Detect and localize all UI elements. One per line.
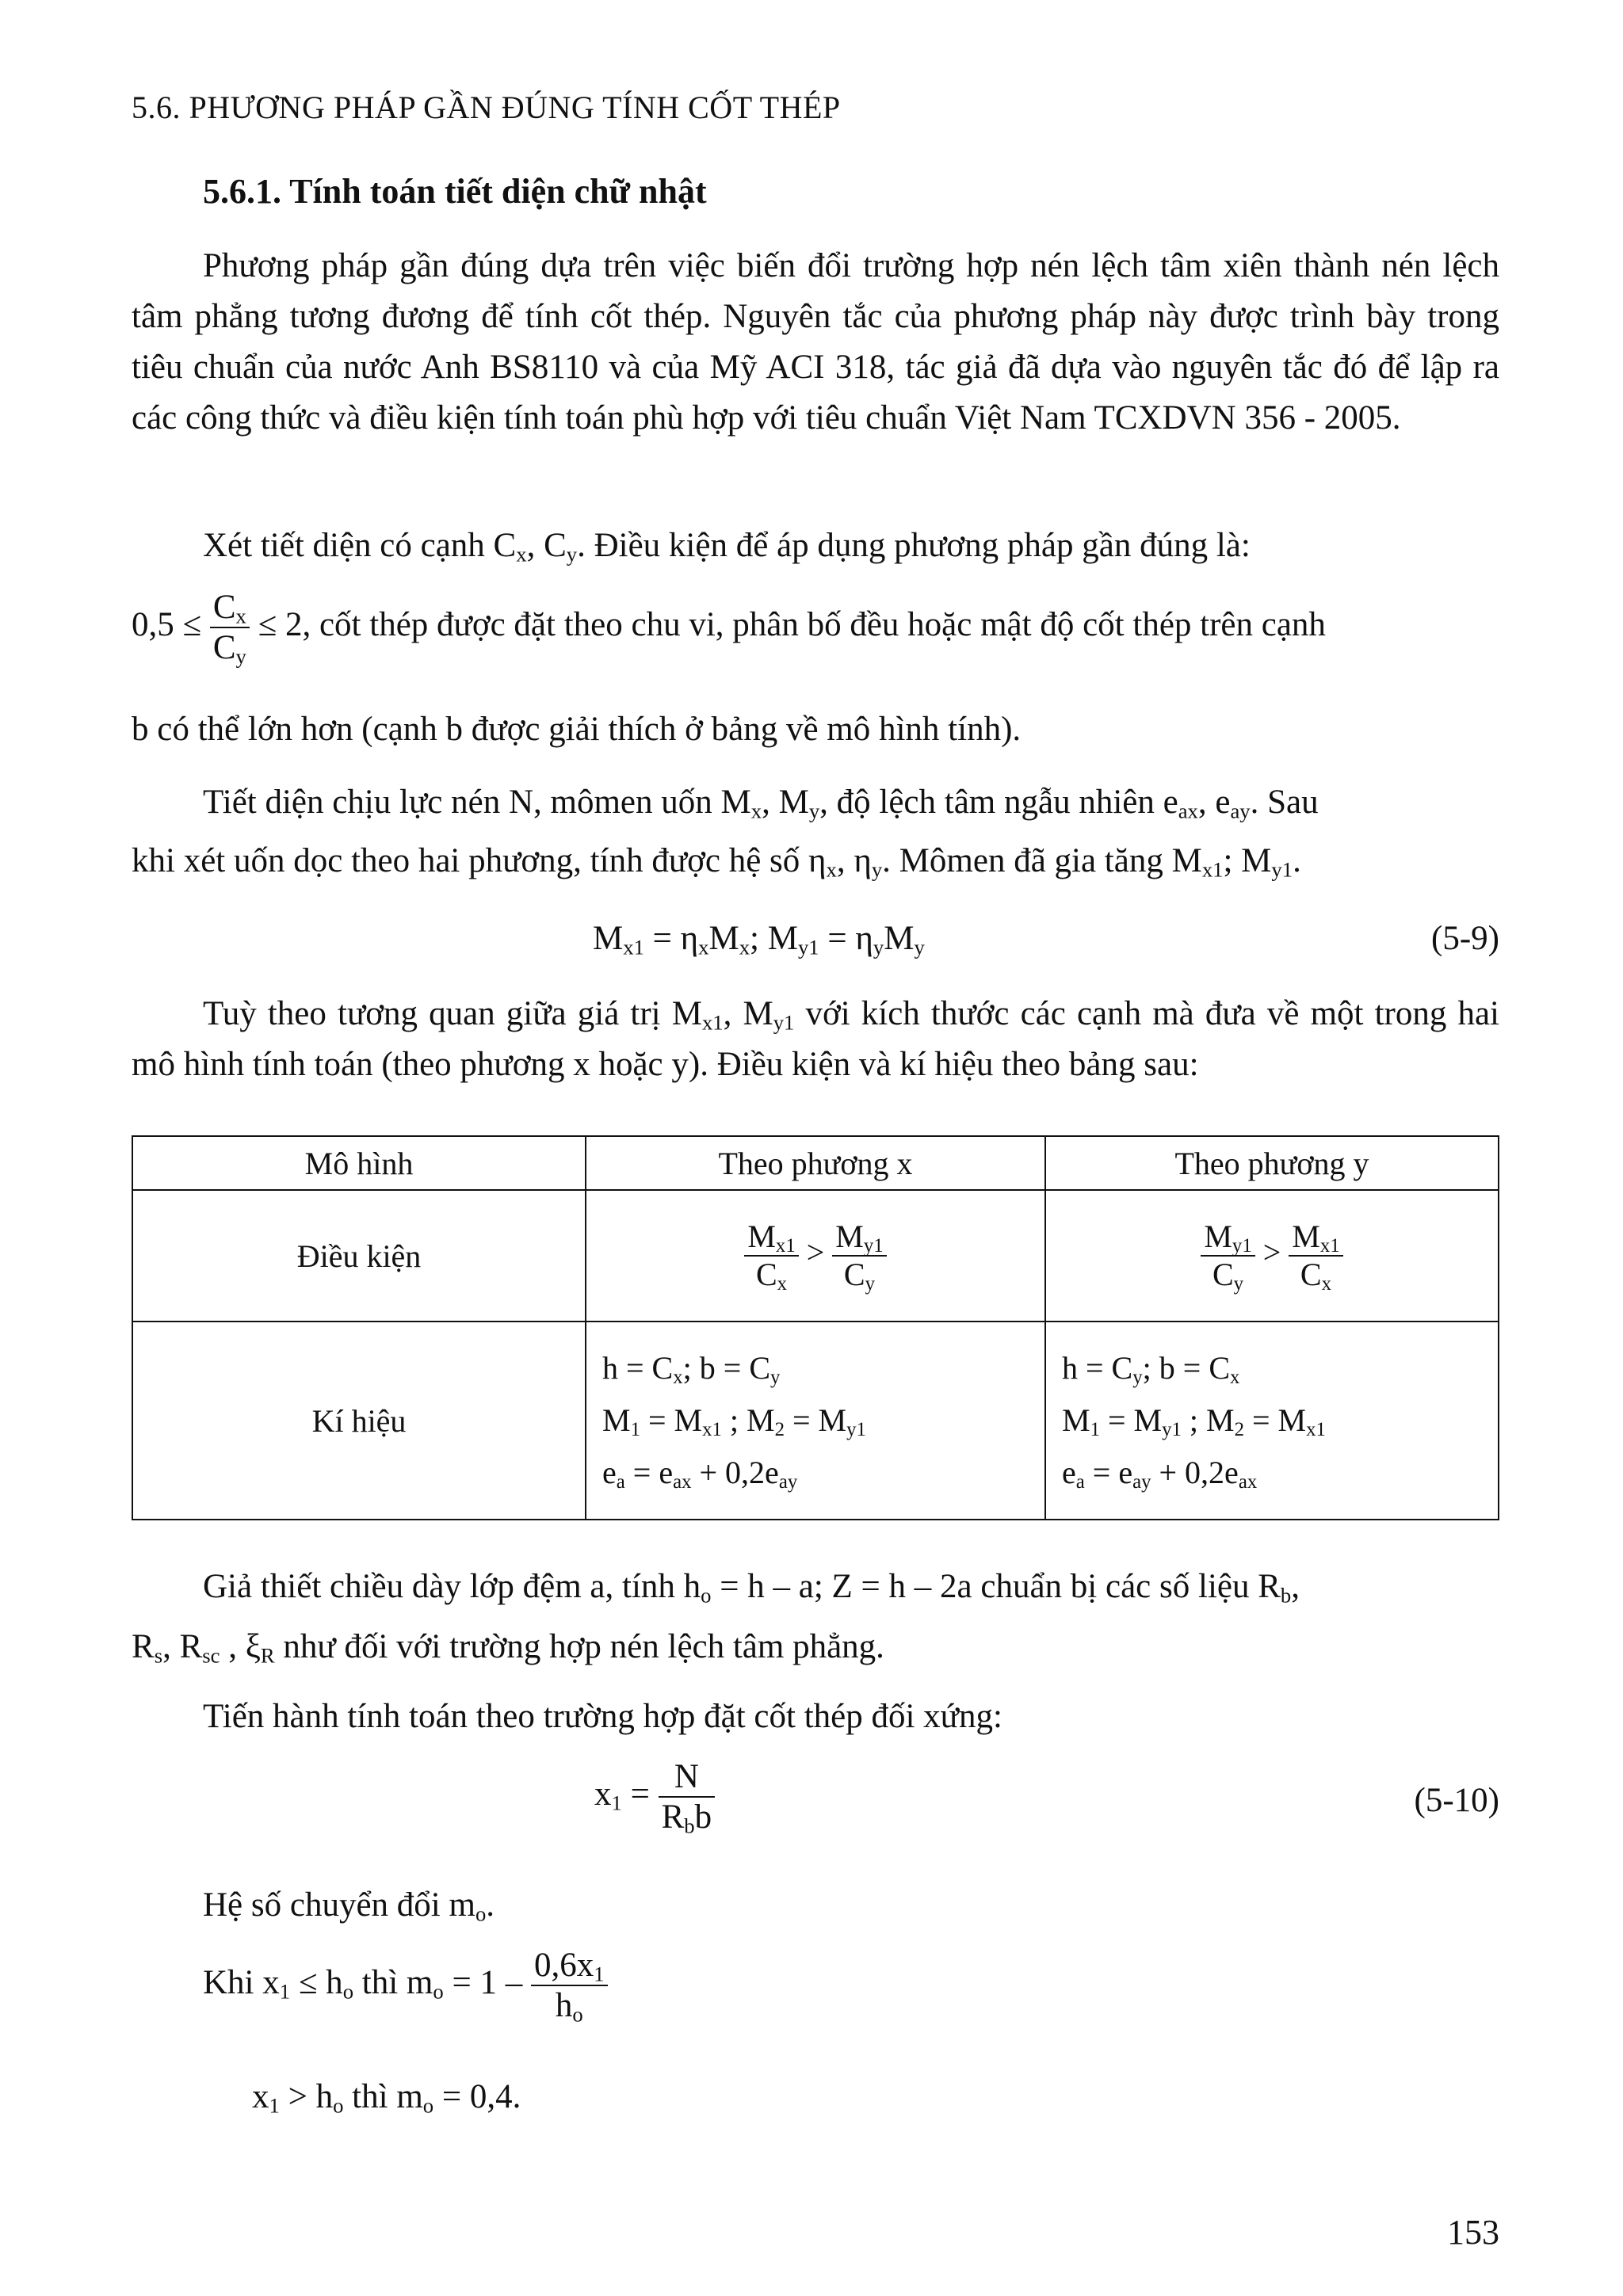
ratio-cx-cy: $\frac{C_x}{C_y}$ bbox=[210, 589, 250, 666]
paragraph-condition-line1: Xét tiết diện có cạnh $C_x$, $C_y$. Điều kiện để áp dụng phương pháp gần đúng là: bbox=[203, 527, 1251, 566]
symbols-y: $h = C_y$; $b = C_x$ $M_1 = M_{y1}$ ; $M_2 = M_{x1}$ $e_a = e_{ay} + 0,2e_{ax}$ bbox=[1045, 1322, 1499, 1520]
formula-mo-case1: Khi $x_1 \le h_o$ thì $m_o = 1$ – $\frac{0,6x_1}{h_o}$ bbox=[203, 1947, 608, 2023]
header-model: Mô hình bbox=[132, 1136, 586, 1190]
equation-5-9: $M_{x1} = \eta_xM_x$; $M_{y1} = \eta_yM_y$ bbox=[593, 920, 925, 959]
condition-y: $\frac{M_{y1}}{C_y}$ > $\frac{M_{x1}}{C_x}$ bbox=[1045, 1190, 1499, 1322]
paragraph-model-choice: Tuỳ theo tương quan giữa giá trị $M_{x1}$, $M_{y1}$ với kích thước các cạnh mà đưa về một trong hai mô hình tính toán (theo phương x hoặc y). Điều kiện và kí hiệu theo bảng sau: bbox=[132, 995, 1499, 1083]
paragraph-symmetric: Tiến hành tính toán theo trường hợp đặt cốt thép đối xứng: bbox=[203, 1698, 1002, 1735]
table-row-symbols bbox=[132, 1322, 1499, 1520]
page-number: 153 bbox=[1447, 2213, 1499, 2252]
paragraph-intro bbox=[132, 241, 1499, 444]
header-direction-x: Theo phương x bbox=[586, 1136, 1045, 1190]
equation-5-10: $x_1$ = $\frac{N}{R_bb}$ bbox=[594, 1759, 715, 1835]
model-table bbox=[132, 1135, 1499, 1520]
condition-x: $\frac{M_{x1}}{C_x}$ > $\frac{M_{y1}}{C_y}$ bbox=[586, 1190, 1045, 1322]
paragraph-assumption-line2: $R_s$, $R_{sc}$ , $\xi_R$ như đối với trường hợp nén lệch tâm phẳng. bbox=[132, 1628, 884, 1668]
section-title: 5.6. PHƯƠNG PHÁP GẦN ĐÚNG TÍNH CỐT THÉP bbox=[132, 90, 841, 125]
formula-mo-case2: $x_1 > h_o$ thì $m_o = 0,4$. bbox=[252, 2078, 521, 2118]
paragraph-loads-line2: khi xét uốn dọc theo hai phương, tính được hệ số $\eta_x$, $\eta_y$. Mômen đã gia tăng $M_{x1}$; $M_{y1}$. bbox=[132, 842, 1301, 882]
header-direction-y: Theo phương y bbox=[1045, 1136, 1499, 1190]
paragraph-assumption-line1: Giả thiết chiều dày lớp đệm a, tính $h_o = h - a$; Z = h – 2a chuẩn bị các số liệu $R_b$, bbox=[203, 1568, 1300, 1608]
condition-ratio-line: 0,5 ≤ $\frac{C_x}{C_y}$ ≤ 2, cốt thép được đặt theo chu vi, phân bố đều hoặc mật độ cốt thép trên cạnh bbox=[132, 589, 1326, 669]
row-label-condition: Điều kiện bbox=[132, 1190, 586, 1322]
symbols-x: $h = C_x$; $b = C_y$ $M_1 = M_{x1}$ ; $M_2 = M_{y1}$ $e_a = e_{ax} + 0,2e_{ay}$ bbox=[586, 1322, 1045, 1520]
paragraph-intro-text: Phương pháp gần đúng dựa trên việc biến đổi trường hợp nén lệch tâm xiên thành nén lệch tâm phẳng tương đương để tính cốt thép. Nguyên tắc của phương pháp này được trình bày trong tiêu chuẩn của nước Anh BS8110 và của Mỹ ACI 318, tác giả đã dựa vào nguyên tắc đó để lập ra các công thức và điều kiện tính toán phù hợp với tiêu chuẩn Việt Nam TCXDVN 356 - 2005. bbox=[132, 247, 1499, 437]
paragraph-conversion: Hệ số chuyển đổi $m_o$. bbox=[203, 1886, 495, 1926]
paragraph-loads-line1: Tiết diện chịu lực nén N, mômen uốn $M_x$, $M_y$, độ lệch tâm ngẫu nhiên $e_{ax}$, $e_{ay}$. Sau bbox=[203, 784, 1319, 823]
paragraph-condition-line3: b có thể lớn hơn (cạnh b được giải thích ở bảng về mô hình tính). bbox=[132, 711, 1022, 748]
subsection-title: 5.6.1. Tính toán tiết diện chữ nhật bbox=[203, 172, 707, 211]
equation-number-5-10: (5-10) bbox=[1414, 1782, 1499, 1819]
row-label-symbols: Kí hiệu bbox=[132, 1322, 586, 1520]
table-header-row bbox=[132, 1136, 1499, 1190]
table-row-condition bbox=[132, 1190, 1499, 1322]
equation-number-5-9: (5-9) bbox=[1431, 920, 1499, 957]
